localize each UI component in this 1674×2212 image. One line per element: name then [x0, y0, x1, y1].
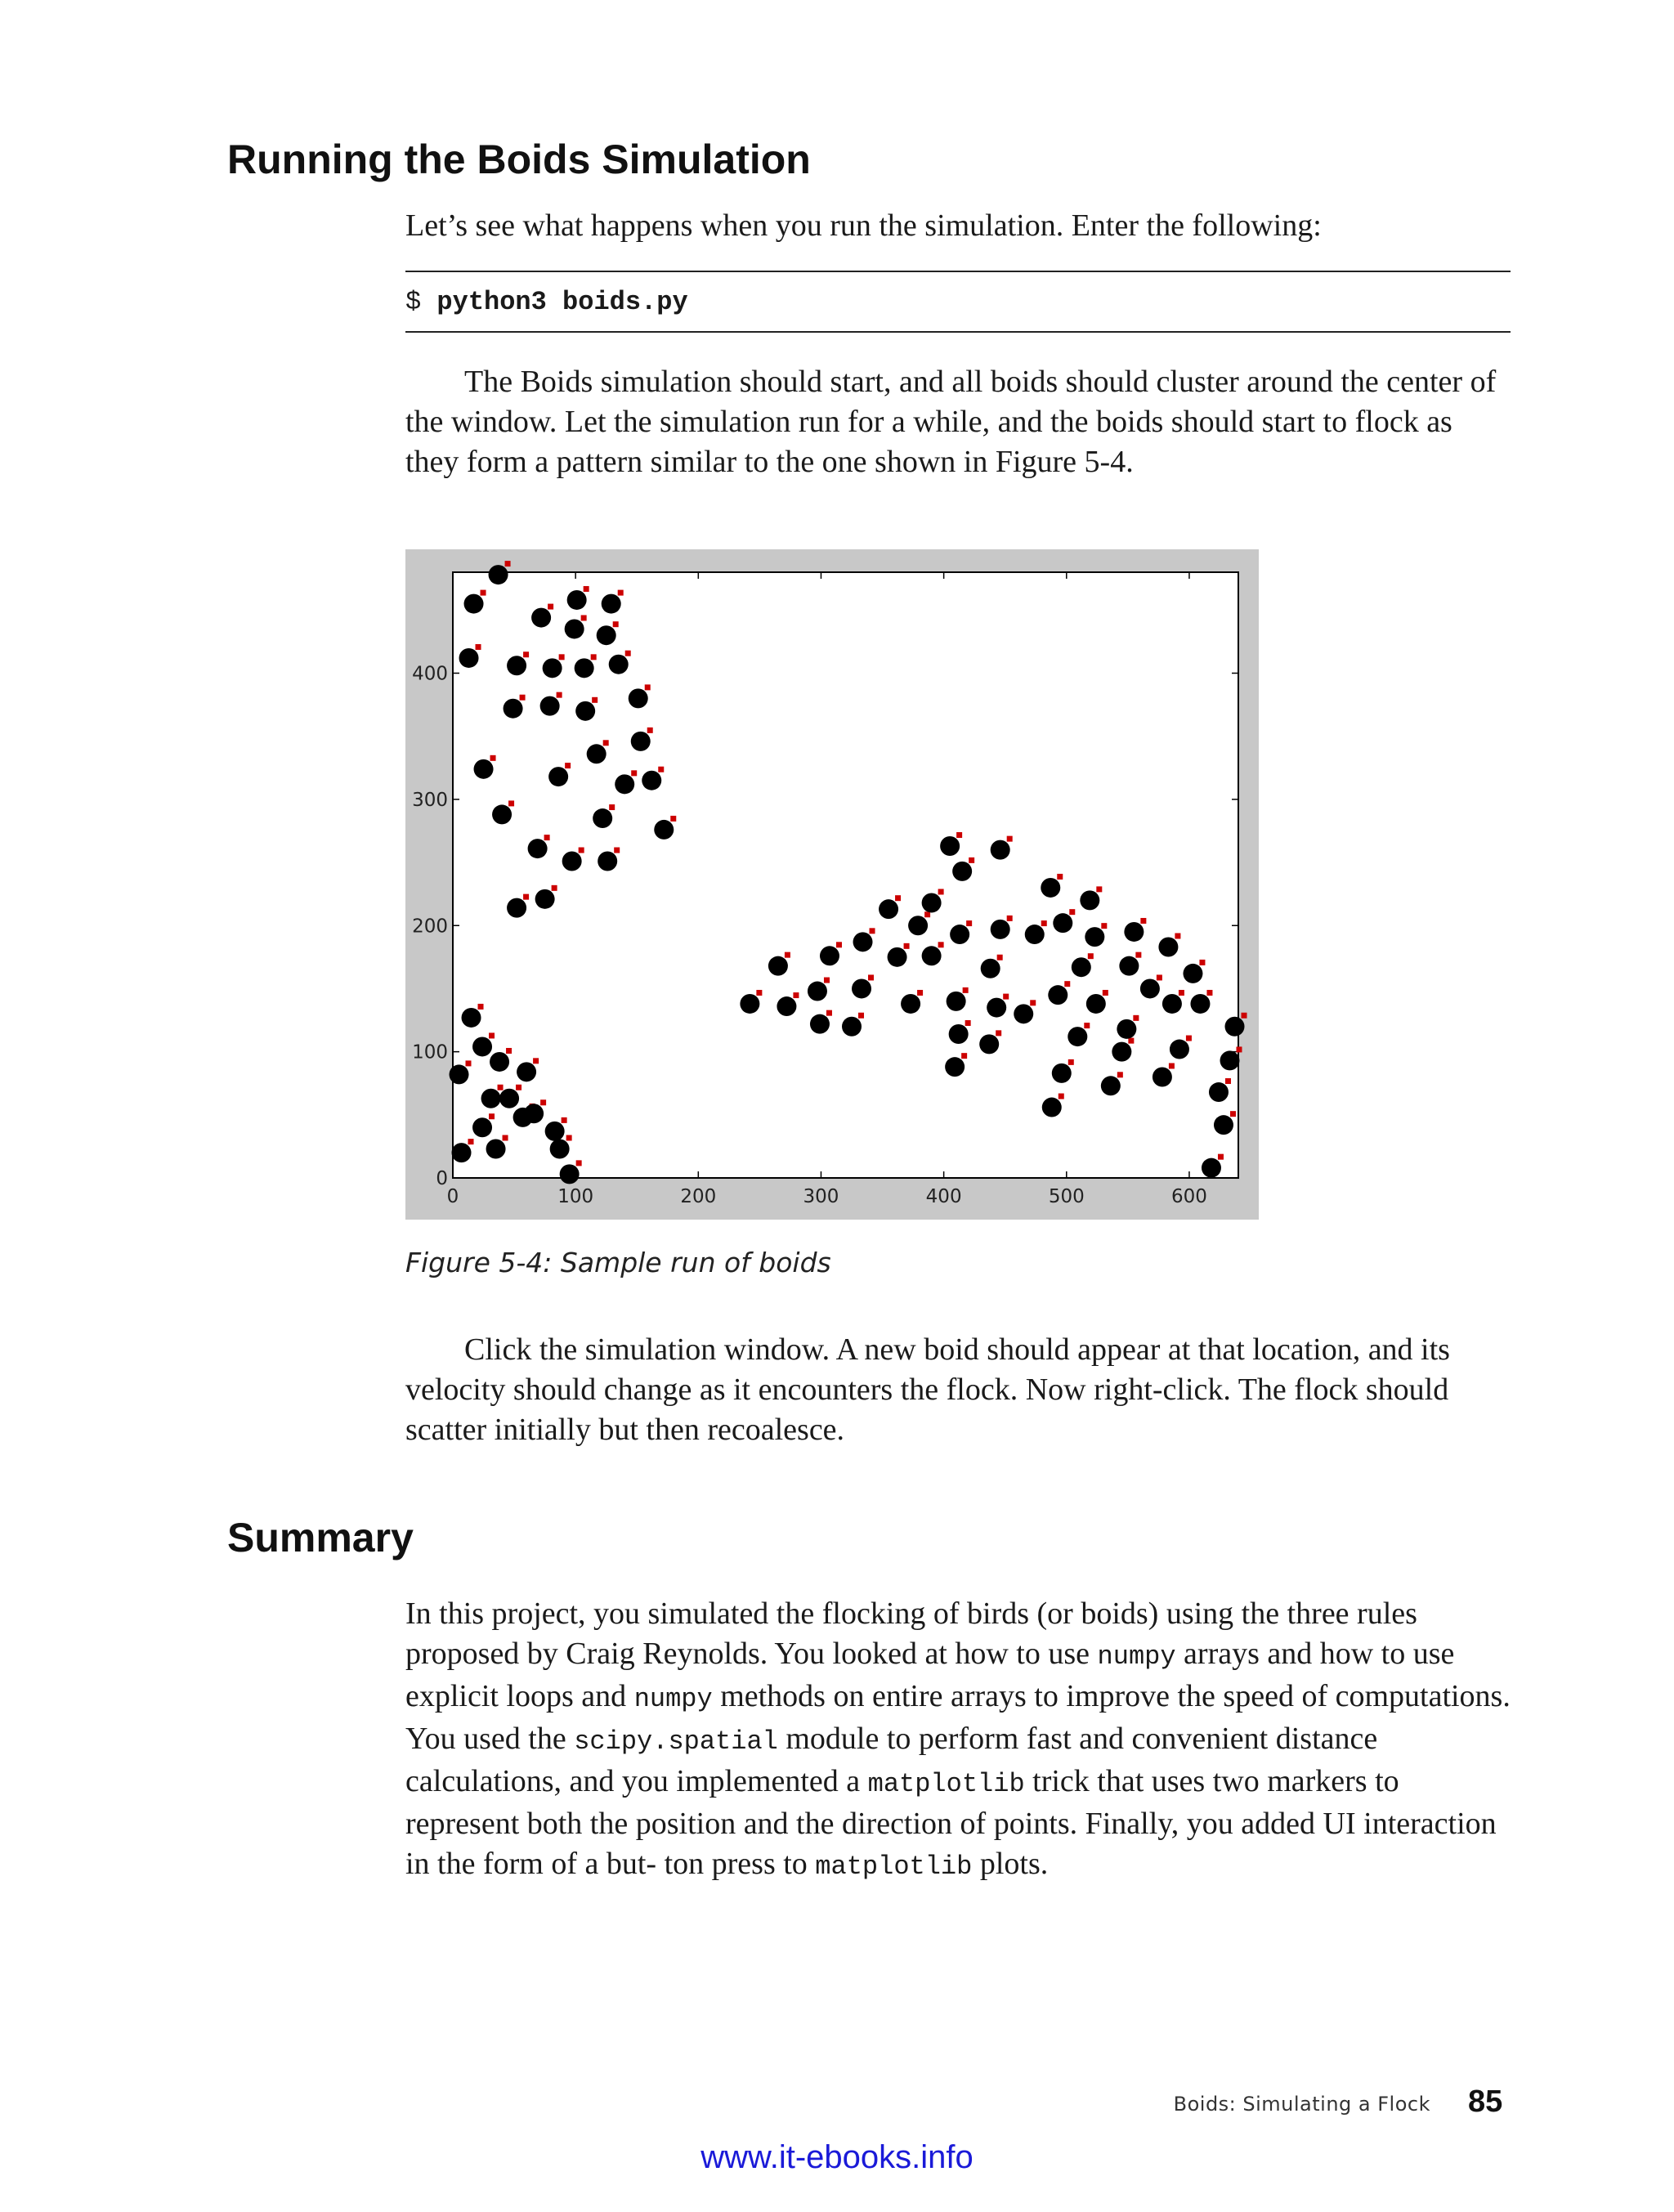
boid-heading-marker — [924, 911, 930, 917]
y-tick-label: 400 — [412, 663, 448, 685]
boid-heading-marker — [1101, 923, 1107, 929]
boid-heading-marker — [1007, 916, 1013, 921]
boid-body — [908, 916, 928, 935]
boid-heading-marker — [1199, 960, 1205, 965]
y-tick-label: 100 — [412, 1041, 448, 1063]
boid-heading-marker — [1088, 953, 1094, 959]
boid-heading-marker — [552, 885, 557, 891]
code-bottom-rule — [405, 331, 1511, 333]
boid-body — [615, 774, 634, 794]
boid-body — [464, 594, 484, 614]
boid-body — [654, 820, 674, 840]
boid-heading-marker — [478, 1004, 484, 1010]
boid-body — [489, 565, 508, 584]
boid-body — [575, 701, 595, 721]
boid-body — [768, 956, 788, 976]
boid-heading-marker — [868, 974, 874, 980]
boid-heading-marker — [917, 990, 923, 996]
boid-heading-marker — [618, 590, 624, 596]
boid-heading-marker — [1169, 1063, 1175, 1069]
boid-heading-marker — [592, 697, 598, 703]
x-tick-label: 0 — [446, 1186, 459, 1207]
boid-heading-marker — [1128, 1038, 1134, 1044]
boid-heading-marker — [895, 895, 901, 901]
boid-body — [1119, 956, 1139, 976]
boid-heading-marker — [1084, 1023, 1090, 1028]
boid-body — [642, 771, 661, 790]
boid-heading-marker — [533, 1058, 539, 1063]
boid-heading-marker — [1241, 1013, 1247, 1019]
boid-heading-marker — [557, 692, 562, 698]
summary-text-4: module to perform fast and convenient distance calculations, and you implemented a — [405, 1722, 1378, 1798]
summary-paragraph — [405, 1594, 1511, 1887]
section-heading: Running the Boids Simulation — [227, 137, 811, 182]
boid-heading-marker — [824, 978, 830, 983]
boid-body — [777, 996, 796, 1016]
boid-body — [609, 655, 629, 674]
boid-body — [1052, 1063, 1072, 1083]
boid-heading-marker — [1003, 994, 1009, 1000]
boid-heading-marker — [1225, 1078, 1231, 1084]
boid-heading-marker — [966, 920, 972, 926]
boid-heading-marker — [938, 889, 944, 894]
boid-body — [1220, 1050, 1239, 1070]
boid-heading-marker — [858, 1013, 864, 1019]
boid-heading-marker — [1175, 933, 1180, 938]
inline-code-matplotlib: matplotlib — [867, 1769, 1025, 1799]
boid-body — [740, 994, 759, 1014]
boid-body — [631, 732, 651, 751]
boid-body — [945, 1057, 965, 1077]
boid-heading-marker — [523, 652, 529, 657]
boid-heading-marker — [996, 1030, 1001, 1036]
boid-heading-marker — [1133, 1015, 1139, 1021]
boid-heading-marker — [489, 1113, 495, 1119]
boid-body — [490, 1052, 509, 1072]
boid-heading-marker — [490, 755, 496, 761]
boid-body — [1224, 1017, 1244, 1037]
boid-heading-marker — [523, 894, 529, 900]
boid-body — [991, 920, 1010, 939]
inline-code-numpy: numpy — [1097, 1641, 1176, 1672]
boid-body — [852, 978, 871, 998]
boid-body — [922, 946, 942, 965]
boid-heading-marker — [1057, 874, 1063, 880]
boid-body — [1117, 1019, 1136, 1039]
boid-heading-marker — [544, 835, 550, 840]
boid-heading-marker — [603, 740, 609, 746]
boid-body — [535, 889, 555, 909]
boid-body — [598, 852, 617, 871]
boid-body — [452, 1143, 472, 1162]
boid-heading-marker — [904, 943, 910, 949]
boid-body — [981, 959, 1000, 978]
boid-heading-marker — [548, 604, 553, 610]
boid-heading-marker — [1069, 909, 1075, 915]
boid-body — [1153, 1068, 1172, 1087]
boid-heading-marker — [1030, 1000, 1036, 1005]
y-tick-label: 200 — [412, 916, 448, 938]
boid-body — [528, 839, 548, 858]
boid-body — [545, 1122, 565, 1141]
y-tick-label: 0 — [436, 1168, 448, 1189]
boid-heading-marker — [1059, 1094, 1064, 1099]
boid-heading-marker — [1096, 886, 1102, 892]
boid-body — [901, 994, 920, 1014]
boid-body — [597, 625, 616, 645]
boid-body — [1086, 994, 1106, 1014]
boid-body — [1124, 922, 1144, 942]
boid-body — [548, 767, 568, 786]
boid-body — [888, 947, 907, 967]
boid-body — [1112, 1042, 1131, 1062]
intro-paragraph: Let’s see what happens when you run the simulation. Enter the following: — [405, 208, 1322, 243]
body-paragraph-1: The Boids simulation should start, and all boids should cluster around the center of the window. Let the simulation run for a while, and the boids should start to flock as they form a pattern similar to the one shown in Figure 5-4. — [405, 365, 1497, 479]
boid-heading-marker — [658, 767, 664, 772]
boid-body — [543, 658, 562, 678]
boid-body — [1140, 978, 1160, 998]
x-tick-label: 600 — [1170, 1186, 1207, 1207]
boid-heading-marker — [1103, 990, 1108, 996]
summary-heading: Summary — [227, 1515, 414, 1560]
boid-heading-marker — [505, 561, 511, 566]
code-top-rule — [405, 271, 1511, 272]
boid-body — [531, 608, 551, 628]
boid-heading-marker — [670, 816, 676, 822]
boid-heading-marker — [576, 1160, 582, 1166]
scatter-plot — [405, 549, 1259, 1220]
boid-heading-marker — [956, 832, 962, 838]
boid-heading-marker — [476, 644, 481, 650]
code-command: python3 boids.py — [436, 287, 688, 317]
boid-heading-marker — [579, 848, 584, 853]
boid-body — [524, 1104, 544, 1123]
boid-body — [1209, 1082, 1229, 1102]
boid-heading-marker — [520, 695, 526, 701]
boid-body — [940, 836, 960, 856]
boid-heading-marker — [614, 848, 620, 853]
boid-heading-marker — [756, 990, 762, 996]
boid-body — [504, 699, 523, 719]
boid-body — [507, 656, 526, 675]
boid-body — [517, 1062, 536, 1081]
boid-heading-marker — [566, 1135, 572, 1140]
boid-heading-marker — [625, 651, 631, 656]
boid-body — [575, 658, 594, 678]
boid-body — [562, 852, 582, 871]
figure-boids-plot — [405, 549, 1259, 1220]
boid-body — [1170, 1040, 1189, 1059]
boid-body — [587, 744, 606, 763]
boid-heading-marker — [468, 1139, 474, 1144]
boid-body — [629, 688, 648, 708]
code-prompt: $ — [405, 287, 422, 317]
boid-heading-marker — [963, 987, 969, 993]
boid-body — [602, 594, 621, 614]
x-tick-label: 400 — [925, 1186, 962, 1207]
boid-heading-marker — [581, 615, 587, 620]
inline-code-numpy: numpy — [633, 1684, 713, 1714]
boid-heading-marker — [1157, 974, 1162, 980]
boid-body — [459, 648, 479, 668]
boid-body — [947, 992, 966, 1011]
boid-body — [1048, 985, 1068, 1005]
boid-body — [987, 998, 1006, 1018]
boid-body — [593, 808, 612, 828]
boid-body — [820, 946, 839, 965]
boid-heading-marker — [1135, 952, 1141, 958]
boid-heading-marker — [647, 728, 653, 733]
boid-heading-marker — [938, 942, 944, 947]
boid-heading-marker — [1041, 920, 1047, 926]
boid-body — [499, 1089, 519, 1108]
boid-heading-marker — [1068, 1059, 1074, 1065]
summary-text-5: trick that uses two markers to represent both the position and the direction of points. Finally, you added UI interaction in the form of a but- ton press to — [405, 1764, 1497, 1881]
boid-body — [808, 982, 827, 1001]
boid-heading-marker — [836, 942, 842, 947]
boid-body — [486, 1139, 506, 1158]
boid-heading-marker — [1117, 1072, 1123, 1077]
boid-heading-marker — [965, 1020, 971, 1026]
boid-body — [472, 1117, 492, 1137]
boid-body — [991, 840, 1010, 860]
boid-heading-marker — [1007, 836, 1013, 842]
boid-heading-marker — [1218, 1154, 1224, 1160]
body-paragraph-2: Click the simulation window. A new boid should appear at that location, and its velocity should change as it encounters the flock. Now right-click. The flock should scatter initially but then recoalesce. — [405, 1332, 1450, 1447]
boid-body — [1053, 913, 1072, 933]
boid-body — [949, 1024, 969, 1044]
x-tick-label: 500 — [1048, 1186, 1085, 1207]
boid-body — [1162, 994, 1182, 1014]
x-tick-label: 100 — [557, 1186, 594, 1207]
boid-heading-marker — [1186, 1036, 1192, 1041]
boid-heading-marker — [1236, 1046, 1242, 1052]
boid-body — [1025, 925, 1045, 944]
x-tick-label: 200 — [680, 1186, 717, 1207]
boid-heading-marker — [584, 586, 589, 592]
boid-heading-marker — [559, 654, 565, 660]
code-block — [405, 286, 688, 319]
boid-heading-marker — [609, 804, 615, 810]
boid-heading-marker — [506, 1048, 512, 1054]
y-tick-label: 300 — [412, 789, 448, 811]
summary-text-3: methods on entire arrays to improve the speed of computations. You used the — [405, 1679, 1511, 1756]
boid-heading-marker — [503, 1135, 508, 1140]
boid-body — [1080, 890, 1099, 910]
boid-body — [853, 932, 873, 952]
boid-body — [481, 1089, 501, 1108]
boid-body — [842, 1017, 862, 1037]
boid-body — [1068, 1027, 1087, 1046]
boid-body — [507, 898, 526, 918]
watermark-link[interactable]: www.it-ebooks.info — [700, 2139, 974, 2175]
boid-heading-marker — [997, 955, 1003, 960]
page-number: 85 — [1468, 2084, 1503, 2119]
boid-body — [492, 804, 512, 824]
boid-heading-marker — [498, 1085, 504, 1090]
boid-heading-marker — [516, 1085, 521, 1090]
boid-heading-marker — [540, 1099, 546, 1105]
boid-body — [472, 1037, 492, 1056]
boid-body — [1014, 1004, 1033, 1023]
boid-body — [1183, 964, 1202, 983]
boid-body — [1085, 927, 1104, 947]
boid-heading-marker — [481, 590, 486, 596]
boid-heading-marker — [565, 763, 571, 768]
boid-heading-marker — [870, 928, 875, 934]
boid-body — [1042, 1098, 1062, 1117]
boid-heading-marker — [466, 1060, 472, 1066]
boid-body — [1101, 1076, 1121, 1095]
boid-body — [1041, 878, 1060, 898]
boid-body — [540, 696, 560, 716]
boid-body — [560, 1164, 580, 1184]
boid-heading-marker — [1064, 981, 1070, 987]
boid-body — [1072, 957, 1091, 977]
boid-heading-marker — [793, 992, 799, 998]
boid-body — [952, 862, 972, 881]
boid-heading-marker — [591, 654, 597, 660]
boid-heading-marker — [785, 952, 790, 958]
boid-heading-marker — [1230, 1111, 1236, 1117]
boid-heading-marker — [826, 1010, 832, 1016]
boid-body — [879, 899, 898, 919]
boid-body — [922, 893, 942, 912]
boid-body — [565, 619, 584, 638]
boid-heading-marker — [631, 770, 637, 776]
plot-area — [453, 572, 1238, 1178]
boid-heading-marker — [1140, 918, 1146, 924]
boid-heading-marker — [1206, 990, 1212, 996]
inline-code-matplotlib: matplotlib — [815, 1852, 973, 1882]
boid-heading-marker — [508, 800, 514, 806]
boid-body — [474, 759, 494, 779]
boid-heading-marker — [961, 1053, 967, 1059]
boid-body — [567, 590, 587, 610]
boid-body — [979, 1034, 999, 1054]
boid-body — [1190, 994, 1210, 1014]
summary-text-2: arrays and how to use explicit loops and — [405, 1637, 1455, 1713]
boid-body — [1214, 1115, 1233, 1135]
running-footer-title: Boids: Simulating a Flock — [1173, 2093, 1430, 2116]
boid-body — [950, 925, 969, 944]
boid-body — [550, 1139, 570, 1158]
boid-body — [450, 1064, 469, 1084]
summary-text-6: plots. — [972, 1847, 1049, 1881]
boid-heading-marker — [645, 684, 651, 690]
boid-heading-marker — [1179, 990, 1184, 996]
inline-code-scipy-spatial: scipy.spatial — [574, 1726, 778, 1757]
boid-heading-marker — [489, 1032, 495, 1038]
boid-heading-marker — [613, 621, 619, 627]
boid-heading-marker — [969, 857, 974, 863]
boid-body — [462, 1008, 481, 1028]
x-tick-label: 300 — [803, 1186, 839, 1207]
summary-text-1: In this project, you simulated the flocking of birds (or boids) using the three rules proposed by Craig Reynolds. You looked at how to use — [405, 1596, 1417, 1671]
boid-heading-marker — [562, 1117, 567, 1123]
figure-caption: Figure 5-4: Sample run of boids — [405, 1247, 831, 1278]
boid-body — [1202, 1158, 1221, 1178]
boid-body — [1158, 937, 1178, 956]
boid-body — [810, 1014, 830, 1034]
